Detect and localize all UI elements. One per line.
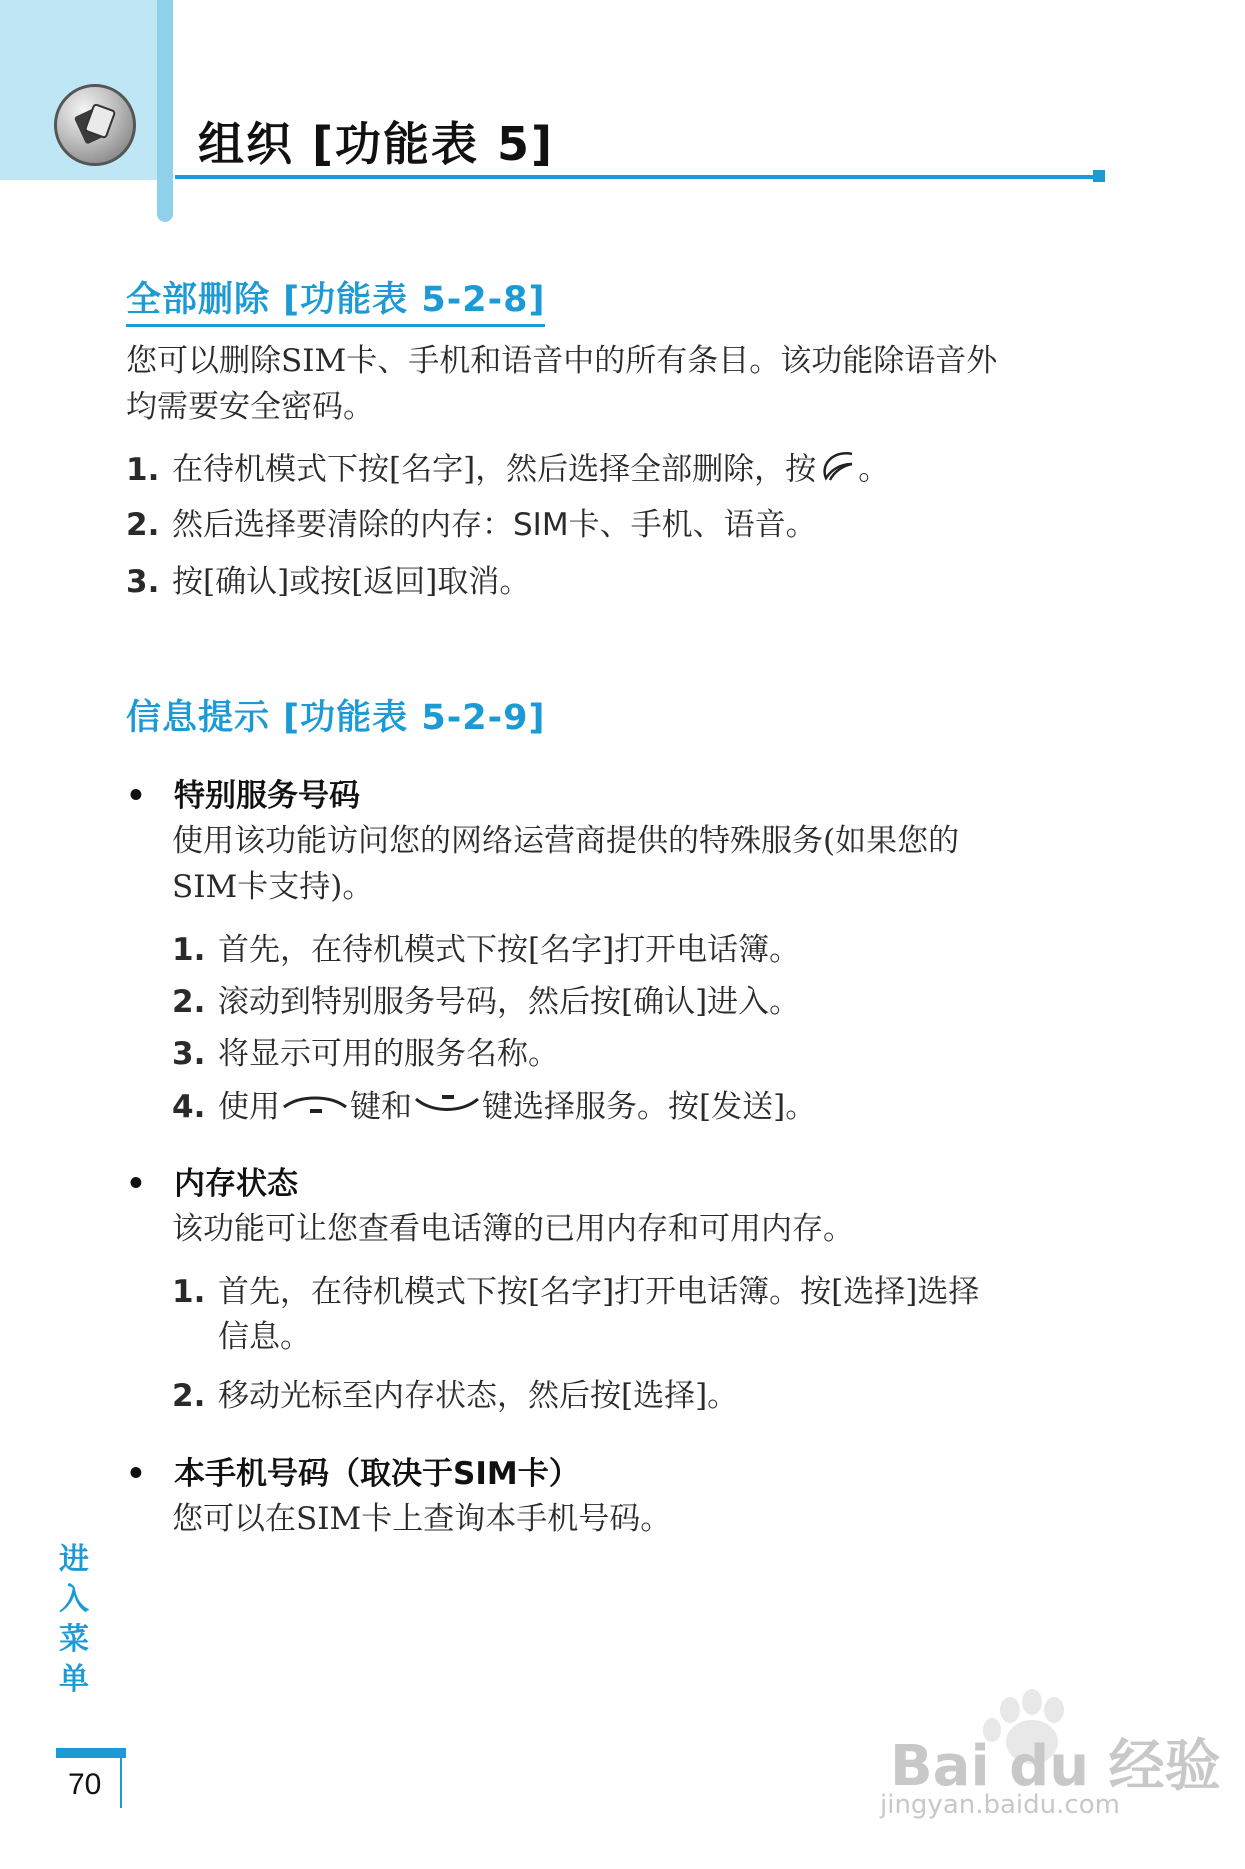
bullet-dot: • <box>126 778 146 814</box>
section-heading-info: 信息提示 [功能表 5-2-9] <box>126 698 546 738</box>
section1-step-3 <box>126 562 530 602</box>
step-number: 1. <box>126 451 160 488</box>
bullet-title: 内存状态 <box>174 1166 298 1202</box>
step-number: 2. <box>172 1378 206 1414</box>
memory-step-1-cont: 信息。 <box>218 1319 311 1355</box>
memory-step-2 <box>172 1376 738 1416</box>
call-key-icon <box>816 448 858 494</box>
page-number-bar <box>56 1748 126 1758</box>
special-step-2 <box>172 982 800 1022</box>
section1-intro-line1: 您可以删除SIM卡、手机和语音中的所有条目。该功能除语音外 <box>126 343 998 379</box>
watermark-brand: Bai du 经验 <box>890 1734 1221 1799</box>
special-service-desc-line2: SIM卡支持)。 <box>172 869 374 905</box>
special-step-3 <box>172 1034 559 1074</box>
bullet-special-service <box>126 770 360 815</box>
bullet-dot: • <box>126 1456 146 1492</box>
bullet-title: 本手机号码（取决于SIM卡） <box>174 1456 580 1492</box>
page-number-line <box>120 1758 122 1808</box>
bullet-dot: • <box>126 1166 146 1202</box>
page-number: 70 <box>68 1768 102 1801</box>
step-number: 1. <box>172 932 206 968</box>
step-text-end: 键选择服务。按[发送]。 <box>482 1089 817 1125</box>
step-text: 移动光标至内存状态，然后按[选择]。 <box>218 1378 739 1414</box>
section-heading-delete-all: 全部删除 [功能表 5-2-8] <box>126 272 545 327</box>
step-number: 1. <box>172 1274 206 1310</box>
down-nav-key-icon <box>412 1089 482 1129</box>
special-step-4 <box>172 1087 816 1129</box>
step-number: 2. <box>172 984 206 1020</box>
header-corner-bar <box>157 0 173 222</box>
bullet-title: 特别服务号码 <box>174 778 360 814</box>
memory-status-desc: 该功能可让您查看电话簿的已用内存和可用内存。 <box>172 1211 854 1247</box>
step-text-mid: 键和 <box>350 1089 412 1125</box>
section1-step-2 <box>126 505 817 545</box>
step-number: 3. <box>126 564 160 600</box>
bullet-memory-status <box>126 1158 298 1203</box>
memory-step-1 <box>172 1272 979 1312</box>
title-rule <box>175 175 1097 179</box>
step-text: 滚动到特别服务号码，然后按[确认]进入。 <box>218 984 801 1020</box>
step-text: 然后选择要清除的内存：SIM卡、手机、语音。 <box>172 507 817 543</box>
up-nav-key-icon <box>280 1089 350 1129</box>
own-number-desc: 您可以在SIM卡上查询本手机号码。 <box>172 1501 672 1537</box>
step-text: 使用 <box>218 1089 280 1125</box>
step-text: 将显示可用的服务名称。 <box>218 1036 559 1072</box>
section1-intro-line2: 均需要安全密码。 <box>126 389 374 425</box>
step-text-end: 。 <box>858 451 890 488</box>
page-title: 组织 [功能表 5] <box>198 117 555 171</box>
title-rule-end <box>1093 170 1105 182</box>
step-text: 首先，在待机模式下按[名字]打开电话簿。 <box>218 932 801 968</box>
bullet-own-number <box>126 1448 580 1493</box>
special-service-desc-line1: 使用该功能访问您的网络运营商提供的特殊服务(如果您的 <box>172 823 960 859</box>
step-text: 按[确认]或按[返回]取消。 <box>172 564 531 600</box>
side-tab-label: 进 入 菜 单 <box>59 1542 89 1697</box>
section1-step-1 <box>126 448 889 494</box>
step-number: 2. <box>126 507 160 543</box>
step-number: 4. <box>172 1089 206 1125</box>
step-number: 3. <box>172 1036 206 1072</box>
step-text: 在待机模式下按[名字]，然后选择全部删除，按 <box>172 451 817 488</box>
watermark-url: jingyan.baidu.com <box>880 1790 1120 1820</box>
special-step-1 <box>172 930 800 970</box>
organizer-logo-icon <box>54 84 136 166</box>
step-text: 首先，在待机模式下按[名字]打开电话簿。按[选择]选择 <box>218 1274 980 1310</box>
